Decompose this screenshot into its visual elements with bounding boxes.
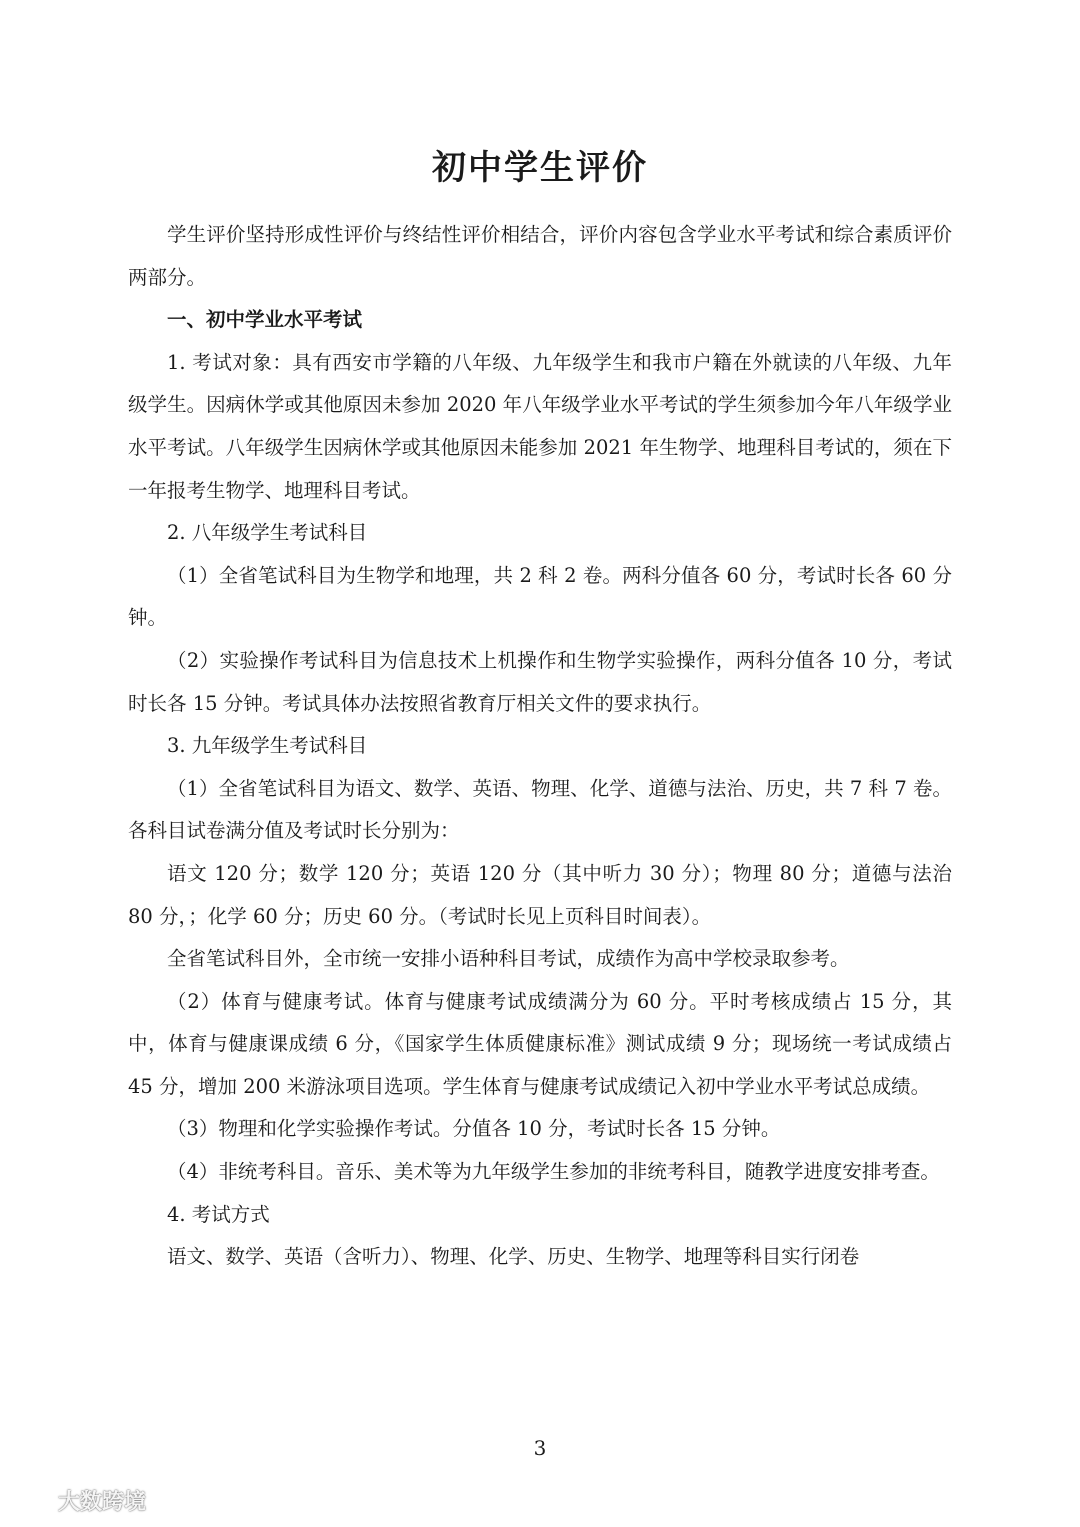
paragraph-exam-target: 1. 考试对象：具有西安市学籍的八年级、九年级学生和我市户籍在外就读的八年级、九年级学生。因病休学或其他原因未参加 2020 年八年级学业水平考试的学生须参加今年八年级学业水平考试。八年级学生因病休学或其他原因未能参加 2021 年生物学、地理科目考试的，须在下一年报考生物学、地理科目考试。 (128, 350, 952, 502)
paragraph-grade8-written: （1）全省笔试科目为生物学和地理，共 2 科 2 卷。两科分值各 60 分，考试时长各 60 分钟。 (128, 563, 952, 630)
paragraph-lab-exam: （3）物理和化学实验操作考试。分值各 10 分，考试时长各 15 分钟。 (167, 1117, 781, 1141)
paragraph-grade9-scores: 语文 120 分；数学 120 分；英语 120 分（其中听力 30 分）；物理 80 分；道德与法治 80 分，；化学 60 分；历史 60 分。（考试时长见上页科目时间表）。 (128, 861, 952, 928)
intro-paragraph: 学生评价坚持形成性评价与终结性评价相结合，评价内容包含学业水平考试和综合素质评价两部分。 (128, 223, 952, 289)
document-body (128, 214, 952, 1279)
watermark (8, 1483, 146, 1517)
paragraph-pe-exam: （2）体育与健康考试。体育与健康考试成绩满分为 60 分。平时考核成绩占 15 分，其中，体育与健康课成绩 6 分，《国家学生体质健康标准》测试成绩 9 分；现场统一考试成绩占 45 分，增加 200 米游泳项目选项。学生体育与健康考试成绩记入初中学业水平考试总成绩。 (128, 989, 952, 1098)
subheading-exam-method: 4. 考试方式 (167, 1202, 270, 1226)
paragraph-grade8-lab: （2）实验操作考试科目为信息技术上机操作和生物学实验操作，两科分值各 10 分，考试时长各 15 分钟。考试具体办法按照省教育厅相关文件的要求执行。 (128, 648, 952, 715)
paragraph-non-unified: （4）非统考科目。音乐、美术等为九年级学生参加的非统考科目，随教学进度安排考查。 (167, 1160, 940, 1184)
page-title: 初中学生评价 (432, 148, 648, 188)
page-number: 3 (533, 1436, 547, 1460)
weibo-icon (8, 1483, 52, 1517)
paragraph-minor-languages: 全省笔试科目外，全市统一安排小语种科目考试，成绩作为高中学校录取参考。 (167, 947, 850, 971)
subheading-grade8-subjects: 2. 八年级学生考试科目 (167, 521, 368, 545)
subheading-grade9-subjects: 3. 九年级学生考试科目 (167, 734, 368, 758)
paragraph-grade9-written: （1）全省笔试科目为语文、数学、英语、物理、化学、道德与法治、历史，共 7 科 7 卷。各科目试卷满分值及考试时长分别为： (128, 776, 952, 843)
section-heading: 一、初中学业水平考试 (167, 308, 363, 332)
paragraph-exam-method: 语文、数学、英语（含听力）、物理、化学、历史、生物学、地理等科目实行闭卷 (167, 1245, 860, 1269)
watermark-text: 大数跨境 (58, 1489, 147, 1515)
